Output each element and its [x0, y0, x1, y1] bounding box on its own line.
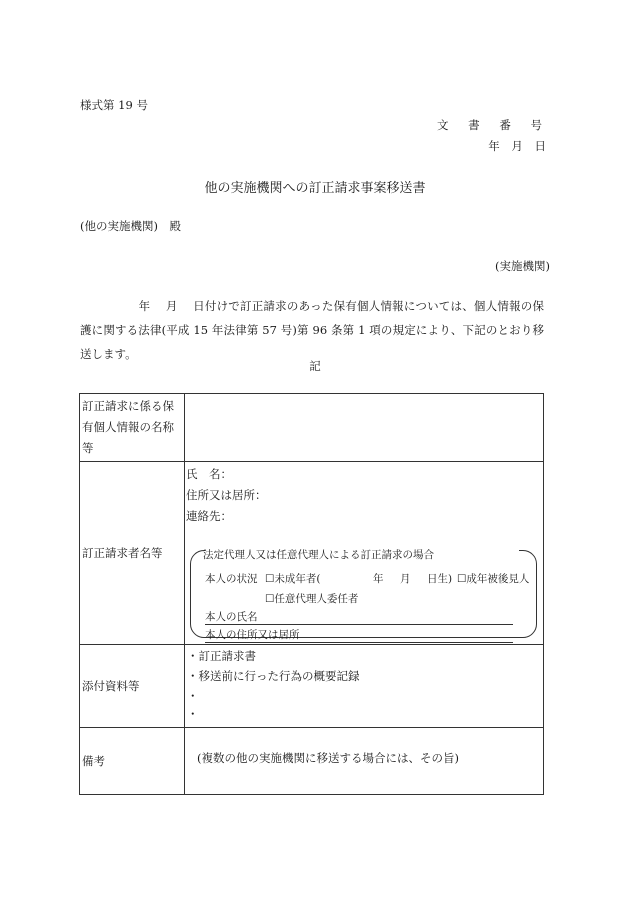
table-row: [80, 462, 544, 645]
remarks-note: (複数の他の実施機関に移送する場合には、その旨): [197, 751, 459, 765]
month-label: 月: [400, 573, 411, 585]
year-label: 年: [373, 573, 384, 585]
name-label: 氏 名：: [186, 467, 232, 481]
birth-date-label: 日生): [427, 573, 453, 585]
table-row: [80, 394, 544, 462]
attachments-cell: [185, 645, 544, 728]
body-text: 年 月 日付けで訂正請求のあった保有個人情報については、個人情報の保護に関する法律(平成 15 年法律第 57 号)第 96 条第 1 項の規定により、下記のとおり移送します。: [80, 299, 544, 361]
document-number-label: 文 書 番 号: [437, 118, 550, 132]
contact-label: 連絡先：: [186, 509, 232, 523]
transfer-table: [79, 393, 544, 795]
form-number: 様式第 19 号: [80, 98, 148, 112]
proxy-box-title: 法定代理人又は任意代理人による訂正請求の場合: [203, 549, 434, 561]
row-label-info-name: 訂正請求に係る保有個人情報の名称等: [80, 394, 185, 462]
ki-heading: 記: [309, 359, 321, 373]
proxy-request-box: [190, 549, 537, 641]
minor-checkbox: ☐未成年者(: [265, 573, 321, 585]
row-label-remarks: 備考: [80, 728, 185, 795]
principal-address-line: 本人の住所又は居所: [205, 627, 513, 643]
adult-ward-checkbox: ☐成年被後見人: [457, 573, 530, 585]
document-title: 他の実施機関への訂正請求事案移送書: [204, 181, 426, 196]
addressee: (他の実施機関) 殿: [80, 219, 181, 233]
principal-status-label: 本人の状況: [205, 573, 258, 585]
info-name-cell: [185, 394, 544, 462]
requester-cell: [185, 462, 544, 645]
voluntary-proxy-checkbox: ☐任意代理人委任者: [265, 593, 359, 605]
attachment-item: ・移送前に行った行為の概要記録: [187, 669, 360, 683]
row-label-requester: 訂正請求者名等: [80, 462, 185, 645]
address-label: 住所又は居所：: [186, 488, 267, 502]
attachment-item: ・: [187, 689, 199, 703]
attachment-item: ・訂正請求書: [187, 649, 256, 663]
row-label-attachments: 添付資料等: [80, 645, 185, 728]
sender-agency: (実施機関): [495, 259, 550, 273]
table-row: [80, 728, 544, 795]
attachment-item: ・: [187, 707, 199, 721]
remarks-cell: [185, 728, 544, 795]
date-label: 年 月 日: [488, 139, 550, 153]
table-row: [80, 645, 544, 728]
principal-name-line: 本人の氏名: [205, 609, 513, 625]
